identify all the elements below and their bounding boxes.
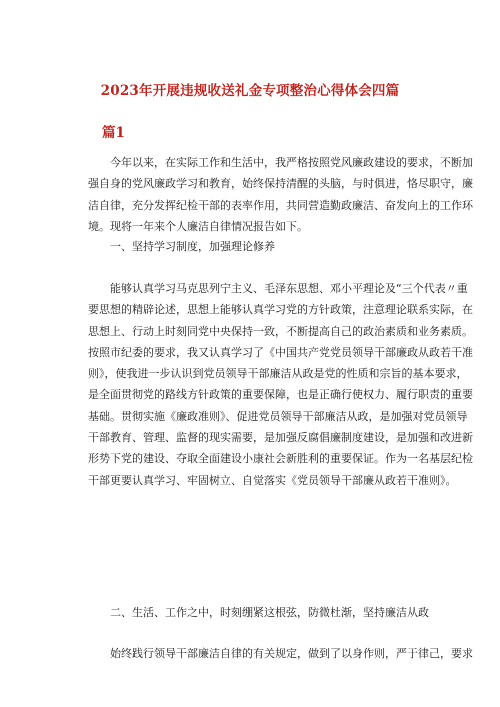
- paragraph-line: 今年以来，在实际工作和生活中，我严格按照党风廉政建设的要求，不断加: [110, 156, 473, 169]
- section-heading-1: 一、坚持学习制度，加强理论修养: [110, 240, 275, 253]
- paragraph-2: [88, 643, 473, 664]
- section-title: 篇1: [102, 125, 125, 141]
- paragraph-line: 形势下党的建设、夺取全面建设小康社会新胜利的重要保证。作为一名基层纪检: [88, 452, 473, 466]
- paragraph-line: 洁自律，充分发挥纪检干部的表率作用，共同营造勤政廉洁、奋发向上的工作环: [88, 198, 473, 212]
- paragraph-line: 按照市纪委的要求，我又认真学习了《中国共产党党员领导干部廉政从政若干准: [88, 345, 473, 359]
- paragraph-line: 思想上、行动上时刻同党中央保持一致，不断提高自己的政治素质和业务素质。: [88, 324, 473, 338]
- paragraph-line: 能够认真学习马克思列宁主义、毛泽东思想、邓小平理论及“三个代表〃重: [110, 282, 468, 295]
- paragraph-line: 境。现将一年来个人廉洁自律情况报告如下。: [88, 219, 308, 233]
- paragraph-line: 干部教育、管理、监督的现实需要，是加强反腐倡廉制度建设，是加强和改进新: [88, 431, 473, 445]
- paragraph-line: 基础。贯彻实施《廉政准则》、促进党员领导干部廉洁从政，是加强对党员领导: [88, 409, 468, 423]
- paragraph-line: 强自身的党风廉政学习和教育，始终保持清醒的头脑，与时俱进，恪尽职守，廉: [88, 177, 473, 191]
- paragraph-line: 要思想的精辟论述，思想上能够认真学习党的方针政策，注意理论联系实际，在: [88, 303, 473, 317]
- section-heading-2: 二、生活、工作之中，时刻绷紧这根弦，防微杜渐，坚持廉洁从政: [110, 606, 429, 619]
- document-title: 2023年开展违规收送礼金专项整治心得体会四篇: [100, 83, 400, 99]
- paragraph-1: [88, 278, 473, 491]
- paragraph-line: 始终践行领导干部廉洁自律的有关规定，做到了以身作则，严于律己，要求: [110, 647, 473, 660]
- paragraph-line: 是全面贯彻党的路线方针政策的重要保障，也是正确行使权力、履行职责的重要: [88, 388, 473, 402]
- paragraph-line: 干部更要认真学习、牢固树立、自觉落实《党员领导干部廉从政若干准则》。: [88, 473, 457, 487]
- paragraph-line: 则》，使我进一步认识到党员领导干部廉洁从政是党的性质和宗旨的基本要求，: [88, 367, 468, 381]
- intro-paragraph: [88, 152, 473, 237]
